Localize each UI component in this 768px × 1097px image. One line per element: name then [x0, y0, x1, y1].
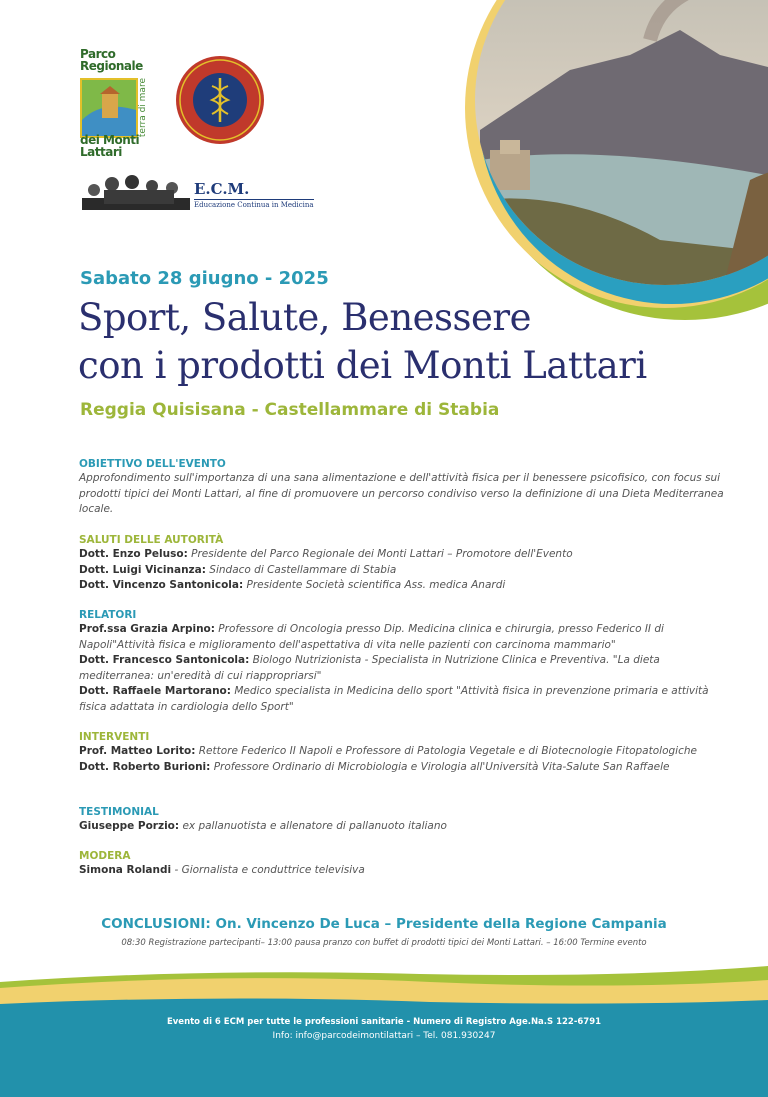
ecm-logo [82, 168, 322, 218]
list-item [79, 684, 729, 715]
person-name: Prof. Matteo Lorito: [79, 745, 196, 757]
list-item [79, 622, 729, 653]
section-relatori [79, 608, 729, 715]
parco-logo [78, 47, 154, 159]
section-heading: INTERVENTI [79, 731, 150, 743]
ecm-doctors-illustration [82, 168, 192, 212]
section-heading: SALUTI DELLE AUTORITÀ [79, 534, 224, 546]
person-name: Dott. Enzo Peluso: [79, 548, 188, 560]
parco-logo-emblem [80, 78, 138, 138]
person-name: Dott. Vincenzo Santonicola: [79, 579, 244, 591]
list-item [79, 863, 739, 879]
person-role: Professore Ordinario di Microbiologia e Virologia all'Università Vita-Salute San Raffaele [213, 760, 670, 773]
footer-wave [0, 960, 768, 1097]
event-title-line1: Sport, Salute, Benessere [78, 296, 532, 339]
event-title-line2: con i prodotti dei Monti Lattari [78, 344, 647, 387]
schedule: 08:30 Registrazione partecipanti– 13:00 pausa pranzo con buffet di prodotti tipici dei Monti Lattari. – 16:00 Termine evento [121, 938, 647, 948]
person-role: ex pallanuotista e allenatore di pallanuoto italiano [182, 820, 447, 832]
ecm-title: E.C.M. [194, 180, 250, 198]
list-item [79, 819, 739, 835]
section-heading: OBIETTIVO DELL'EVENTO [79, 458, 226, 470]
section-saluti [79, 533, 739, 594]
vesuvius-painting [420, 0, 768, 340]
section-heading: RELATORI [79, 609, 137, 621]
person-role: Presidente Società scientifica Ass. medica Anardi [246, 579, 506, 591]
person-name: Dott. Luigi Vicinanza: [79, 563, 206, 576]
obiettivo-text: Approfondimento sull'importanza di una sana alimentazione e dell'attività fisica per il benessere psicofisico, con focus sui prodotti tipici dei Monti Lattari, al fine di promuovere un percorso condiviso verso la definizione di una Dieta Mediterranea locale. [79, 472, 724, 515]
person-role: Professore di Oncologia presso Dip. Medicina clinica e chirurgia, presso Federico II di Napoli"Attività fisica e miglioramento dell'aspettativa di vita nelle pazienti con carcinoma mammario" [79, 623, 664, 651]
parco-logo-text: Parco [80, 47, 116, 61]
person-role: Medico specialista in Medicina dello sport "Attività fisica in prevenzione primaria e attività fisica adattata in cardiologia dello Sport" [79, 685, 709, 713]
person-name: Simona Rolandi [79, 864, 172, 876]
person-role: - Giornalista e conduttrice televisiva [171, 864, 365, 876]
event-date: Sabato 28 giugno - 2025 [80, 268, 329, 289]
parco-logo-text-4: Lattari [80, 145, 122, 159]
person-role: Rettore Federico II Napoli e Professore di Patologia Vegetale e di Biotecnologie Fitopatologiche [198, 745, 697, 757]
parco-logo-tagline: terra di mare [138, 78, 148, 138]
list-item [79, 744, 739, 760]
person-name: Dott. Raffaele Martorano: [79, 685, 231, 697]
section-modera [79, 849, 739, 879]
list-item [79, 760, 739, 776]
person-name: Dott. Roberto Burioni: [79, 760, 211, 773]
list-item [79, 578, 739, 594]
anardi-seal-logo [174, 54, 266, 146]
parco-logo-text-2: Regionale [80, 59, 143, 73]
person-role: Sindaco di Castellammare di Stabia [209, 563, 397, 576]
person-name: Giuseppe Porzio: [79, 820, 180, 832]
list-item [79, 653, 729, 684]
conclusioni: CONCLUSIONI: On. Vincenzo De Luca – Presidente della Regione Campania [101, 916, 667, 932]
ecm-subtitle: Educazione Continua in Medicina [194, 201, 314, 209]
person-role: Biologo Nutrizionista - Specialista in Nutrizione Clinica e Preventiva. "La dieta mediterranea: un'eredità di cui riappropriarsi" [79, 654, 660, 682]
section-testimonial [79, 805, 739, 835]
person-role: Presidente del Parco Regionale dei Monti Lattari – Promotore dell'Evento [191, 548, 573, 560]
section-heading: MODERA [79, 850, 131, 862]
person-name: Dott. Francesco Santonicola: [79, 654, 250, 666]
section-interventi [79, 730, 739, 775]
section-obiettivo [79, 457, 739, 518]
parco-logo-text-3: dei Monti [80, 133, 140, 147]
footer-ecm-info: Evento di 6 ECM per tutte le professioni sanitarie - Numero di Registro Age.Na.S 122-6791 [166, 1017, 602, 1027]
section-heading: TESTIMONIAL [79, 806, 159, 818]
list-item [79, 547, 739, 563]
event-venue: Reggia Quisisana - Castellammare di Stabia [80, 400, 500, 420]
person-name: Prof.ssa Grazia Arpino: [79, 623, 215, 635]
list-item [79, 563, 739, 579]
footer-contact: Info: info@parcodeimontilattari – Tel. 081.930247 [272, 1031, 496, 1041]
